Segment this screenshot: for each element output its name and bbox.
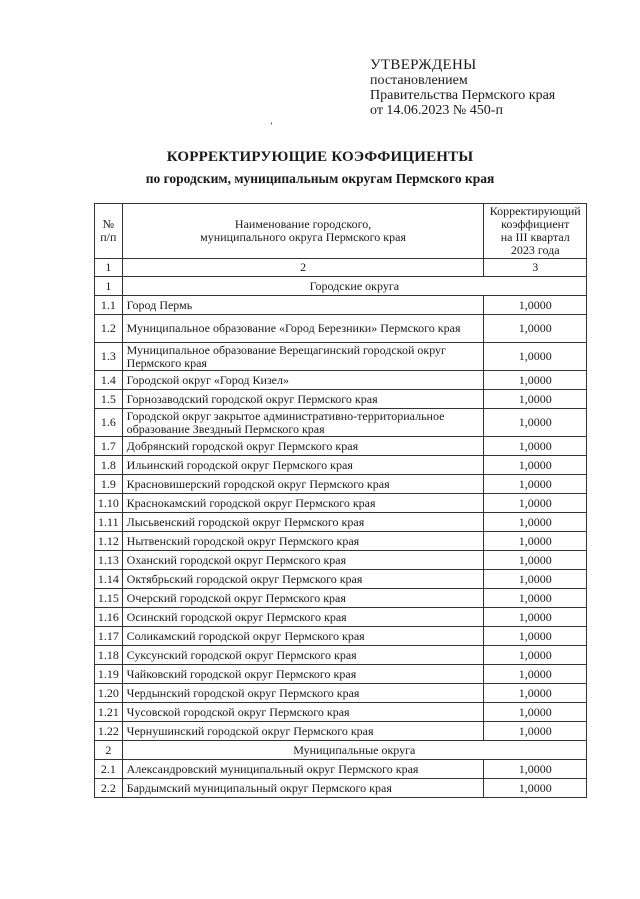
- header-coef-line: на III квартал: [500, 230, 570, 244]
- table-row: [95, 665, 587, 684]
- column-number: 1: [95, 259, 123, 277]
- row-name: Чернушинский городской округ Пермского края: [122, 722, 484, 741]
- row-name: Горнозаводский городской округ Пермского края: [122, 390, 484, 409]
- row-coefficient: 1,0000: [484, 665, 587, 684]
- table-row: [95, 296, 587, 315]
- section-number: 2: [95, 741, 123, 760]
- row-coefficient: 1,0000: [484, 390, 587, 409]
- header-num-line: п/п: [100, 230, 117, 244]
- row-coefficient: 1,0000: [484, 475, 587, 494]
- row-number: 1.3: [95, 343, 123, 371]
- table-body: [95, 277, 587, 798]
- row-number: 1.22: [95, 722, 123, 741]
- row-number: 1.5: [95, 390, 123, 409]
- row-number: 1.13: [95, 551, 123, 570]
- row-number: 2.2: [95, 779, 123, 798]
- approval-stamp: [370, 58, 555, 118]
- row-name: Октябрьский городской округ Пермского края: [122, 570, 484, 589]
- row-name: Александровский муниципальный округ Пермского края: [122, 760, 484, 779]
- approval-line-3: от 14.06.2023 № 450-п: [370, 103, 503, 118]
- row-name: Муниципальное образование «Город Березники» Пермского края: [122, 315, 484, 343]
- row-name: Чусовской городской округ Пермского края: [122, 703, 484, 722]
- row-coefficient: 1,0000: [484, 703, 587, 722]
- row-number: 2.1: [95, 760, 123, 779]
- table-row: [95, 760, 587, 779]
- row-number: 1.12: [95, 532, 123, 551]
- row-name: Муниципальное образование Верещагинский городской округ Пермского края: [122, 343, 484, 371]
- row-number: 1.8: [95, 456, 123, 475]
- row-name: Лысьвенский городской округ Пермского края: [122, 513, 484, 532]
- row-name: Красновишерский городской округ Пермского края: [122, 475, 484, 494]
- section-row: [95, 741, 587, 760]
- header-coef-line: Корректирующий: [489, 204, 581, 218]
- row-number: 1.11: [95, 513, 123, 532]
- row-name: Очерский городской округ Пермского края: [122, 589, 484, 608]
- row-number: 1.7: [95, 437, 123, 456]
- table-row: [95, 684, 587, 703]
- header-num-line: №: [102, 217, 115, 231]
- table-row: [95, 608, 587, 627]
- row-number: 1.4: [95, 371, 123, 390]
- table-row: [95, 570, 587, 589]
- table-row: [95, 437, 587, 456]
- row-coefficient: 1,0000: [484, 513, 587, 532]
- section-title: Муниципальные округа: [122, 741, 586, 760]
- table-row: [95, 722, 587, 741]
- row-coefficient: 1,0000: [484, 608, 587, 627]
- row-coefficient: 1,0000: [484, 343, 587, 371]
- row-name: Городской округ закрытое административно-территориальное образование Звездный Пермского края: [122, 409, 484, 437]
- column-number: 2: [122, 259, 484, 277]
- row-coefficient: 1,0000: [484, 760, 587, 779]
- table-row: [95, 390, 587, 409]
- table-row: [95, 494, 587, 513]
- table-row: [95, 646, 587, 665]
- row-name: Добрянский городской округ Пермского края: [122, 437, 484, 456]
- table-row: [95, 409, 587, 437]
- section-number: 1: [95, 277, 123, 296]
- column-number: 3: [484, 259, 587, 277]
- header-num: [95, 204, 123, 259]
- header-coef: [484, 204, 587, 259]
- row-number: 1.20: [95, 684, 123, 703]
- table-row: [95, 589, 587, 608]
- row-coefficient: 1,0000: [484, 589, 587, 608]
- header-name-line: муниципального округа Пермского края: [200, 230, 406, 244]
- table-row: [95, 551, 587, 570]
- scan-speck: ’: [270, 121, 273, 131]
- approval-heading: УТВЕРЖДЕНЫ: [370, 57, 477, 73]
- table-row: [95, 371, 587, 390]
- table-row: [95, 627, 587, 646]
- row-name: Ильинский городской округ Пермского края: [122, 456, 484, 475]
- table-row: [95, 703, 587, 722]
- row-name: Городской округ «Город Кизел»: [122, 371, 484, 390]
- row-coefficient: 1,0000: [484, 627, 587, 646]
- row-number: 1.21: [95, 703, 123, 722]
- approval-line-1: постановлением: [370, 73, 468, 88]
- row-name: Бардымский муниципальный округ Пермского края: [122, 779, 484, 798]
- row-number: 1.15: [95, 589, 123, 608]
- row-coefficient: 1,0000: [484, 684, 587, 703]
- row-number: 1.10: [95, 494, 123, 513]
- row-coefficient: 1,0000: [484, 532, 587, 551]
- row-number: 1.18: [95, 646, 123, 665]
- row-coefficient: 1,0000: [484, 551, 587, 570]
- row-name: Осинский городской округ Пермского края: [122, 608, 484, 627]
- row-number: 1.2: [95, 315, 123, 343]
- row-coefficient: 1,0000: [484, 437, 587, 456]
- row-name: Краснокамский городской округ Пермского края: [122, 494, 484, 513]
- row-name: Чайковский городской округ Пермского края: [122, 665, 484, 684]
- table-row: [95, 779, 587, 798]
- row-coefficient: 1,0000: [484, 494, 587, 513]
- row-coefficient: 1,0000: [484, 371, 587, 390]
- row-number: 1.19: [95, 665, 123, 684]
- document-title: КОРРЕКТИРУЮЩИЕ КОЭФФИЦИЕНТЫ: [166, 149, 474, 165]
- coefficients-table: [94, 203, 587, 798]
- header-coef-line: коэффициент: [501, 217, 570, 231]
- row-coefficient: 1,0000: [484, 646, 587, 665]
- row-name: Чердынский городской округ Пермского края: [122, 684, 484, 703]
- row-coefficient: 1,0000: [484, 296, 587, 315]
- row-coefficient: 1,0000: [484, 722, 587, 741]
- approval-line-2: Правительства Пермского края: [370, 88, 556, 103]
- header-name: [122, 204, 484, 259]
- header-name-line: Наименование городского,: [234, 217, 372, 231]
- table-header-row: [95, 204, 587, 259]
- section-title: Городские округа: [122, 277, 586, 296]
- row-number: 1.17: [95, 627, 123, 646]
- row-name: Оханский городской округ Пермского края: [122, 551, 484, 570]
- section-row: [95, 277, 587, 296]
- row-number: 1.14: [95, 570, 123, 589]
- row-coefficient: 1,0000: [484, 409, 587, 437]
- row-name: Нытвенский городской округ Пермского края: [122, 532, 484, 551]
- table-row: [95, 343, 587, 371]
- table-row: [95, 532, 587, 551]
- document-subtitle: по городским, муниципальным округам Пермского края: [145, 171, 495, 186]
- row-number: 1.1: [95, 296, 123, 315]
- table-row: [95, 315, 587, 343]
- row-name: Соликамский городской округ Пермского края: [122, 627, 484, 646]
- row-name: Город Пермь: [122, 296, 484, 315]
- row-number: 1.16: [95, 608, 123, 627]
- row-coefficient: 1,0000: [484, 456, 587, 475]
- table-row: [95, 456, 587, 475]
- table-row: [95, 475, 587, 494]
- row-coefficient: 1,0000: [484, 570, 587, 589]
- row-number: 1.9: [95, 475, 123, 494]
- row-number: 1.6: [95, 409, 123, 437]
- row-coefficient: 1,0000: [484, 779, 587, 798]
- column-number-row: [95, 259, 587, 277]
- header-coef-line: 2023 года: [510, 243, 560, 257]
- row-name: Суксунский городской округ Пермского края: [122, 646, 484, 665]
- table-row: [95, 513, 587, 532]
- row-coefficient: 1,0000: [484, 315, 587, 343]
